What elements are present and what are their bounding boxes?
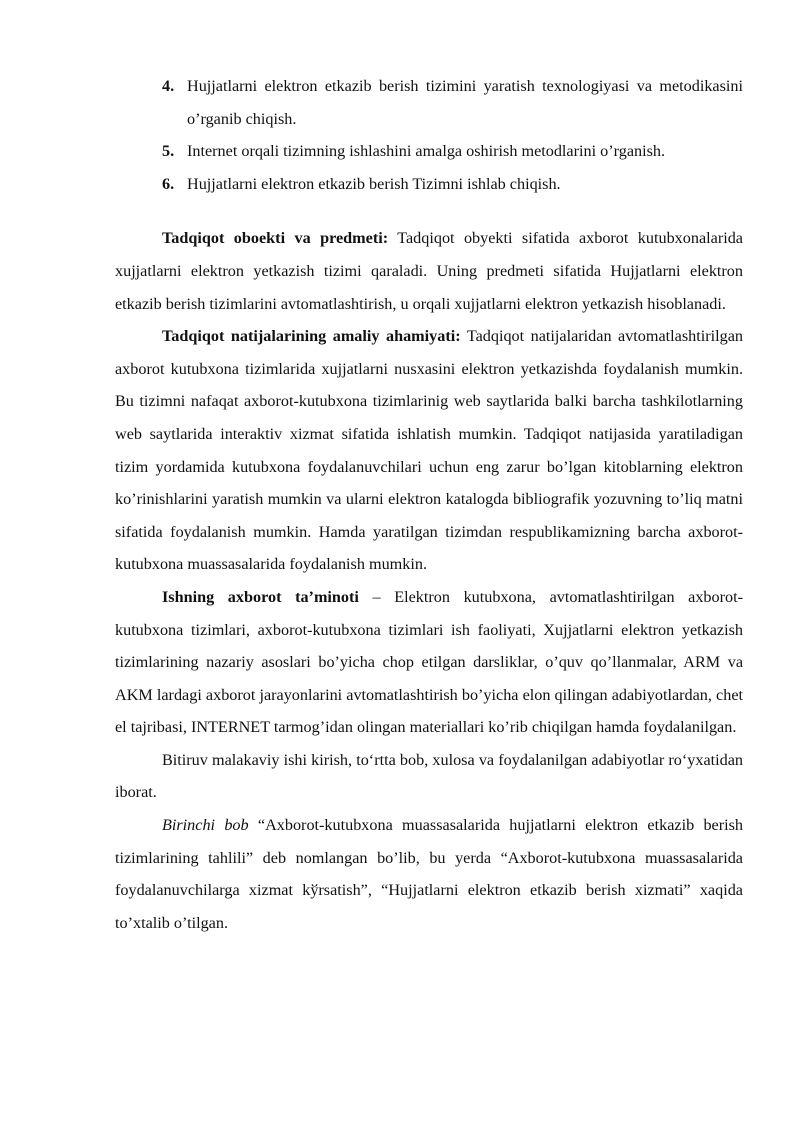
paragraph-lead: Tadqiqot oboekti va predmeti:: [162, 229, 389, 248]
paragraph-information-support: [115, 581, 743, 744]
list-item: [115, 168, 743, 201]
paragraph-lead: Tadqiqot natijalarining amaliy ahamiyati:: [162, 327, 461, 346]
list-item-text: Hujjatlarni elektron etkazib berish tizimini yaratish texnologiyasi va metodikasini o’rganib chiqish.: [187, 77, 743, 128]
paragraph-italic-lead: Birinchi bob: [162, 816, 249, 835]
paragraph-text: Tadqiqot obyekti sifatida axborot kutubxonalarida xujjatlarni elektron yetkazish tizimi qaraladi. Uning predmeti sifatida Hujjatlarni elektron etkazib berish tizimlarini avtomatlashtirish, u orqali xujjatlarni elektron yetkazish hisoblanadi.: [115, 229, 743, 313]
paragraph-structure: [115, 744, 743, 809]
task-list: [115, 70, 743, 200]
document-page: [115, 70, 743, 939]
paragraph-text: Tadqiqot natijalaridan avtomatlashtirilgan axborot kutubxona tizimlarida xujjatlarni nusxasini elektron yetkazishda foydalanish mumkin. Bu tizimni nafaqat axborot-kutubxona tizimlarinig web saytlarida balki barcha tashkilotlarning web saytlarida interaktiv xizmat sifatida ishlatish mumkin. Tadqiqot natijasida yaratiladigan tizim yordamida kutubxona foydalanuvchilari uchun eng zarur bo’lgan kitoblarning elektron ko’rinishlarini yaratish mumkin va ularni elektron katalogda bibliografik yozuvning to’liq matni sifatida foydalanish mumkin. Hamda yaratilgan tizimdan respublikamizning barcha axborot-kutubxona muassasalarida foydalanish mumkin.: [115, 327, 743, 574]
list-item-text: Hujjatlarni elektron etkazib berish Tizimni ishlab chiqish.: [187, 174, 561, 193]
list-item: [115, 135, 743, 168]
list-item-number: 6.: [162, 174, 175, 193]
list-item: [115, 70, 743, 135]
list-item-number: 5.: [162, 142, 175, 161]
paragraph-text: Bitiruv malakaviy ishi kirish, to‘rtta bob, xulosa va foydalanilgan adabiyotlar ro‘yxatidan iborat.: [115, 750, 743, 802]
list-item-text: Internet orqali tizimning ishlashini amalga oshirish metodlarini o’rganish.: [187, 142, 666, 161]
paragraph-text: – Elektron kutubxona, avtomatlashtirilgan axborot-kutubxona tizimlari, axborot-kutubxona tizimlari ish faoliyati, Xujjatlarni elektron yetkazish tizimlarining nazariy asoslari bo’yicha chop etilgan darsliklar, o’quv qo’llanmalar, ARM va AKM lardagi axborot jarayonlarini avtomatlashtirish bo’yicha elon qilingan adabiyotlardan, chet el tajribasi, INTERNET tarmog’idan olingan materiallari ko’rib chiqilgan hamda foydalanilgan.: [115, 587, 743, 737]
spacer: [115, 200, 743, 222]
paragraph-text: “Axborot-kutubxona muassasalarida hujjatlarni elektron etkazib berish tizimlarining tahlili” deb nomlangan bo’lib, bu yerda “Axborot-kutubxona muassasalarida foydalanuvchilarga xizmat kўrsatish”, “Hujjatlarni elektron etkazib berish xizmati” xaqida to’xtalib o’tilgan.: [115, 816, 744, 932]
paragraph-lead: Ishning axborot ta’minoti: [162, 587, 359, 606]
paragraph-practical-significance: [115, 320, 743, 581]
paragraph-research-object: [115, 222, 743, 320]
list-item-number: 4.: [162, 77, 175, 95]
paragraph-first-chapter: [115, 809, 743, 939]
